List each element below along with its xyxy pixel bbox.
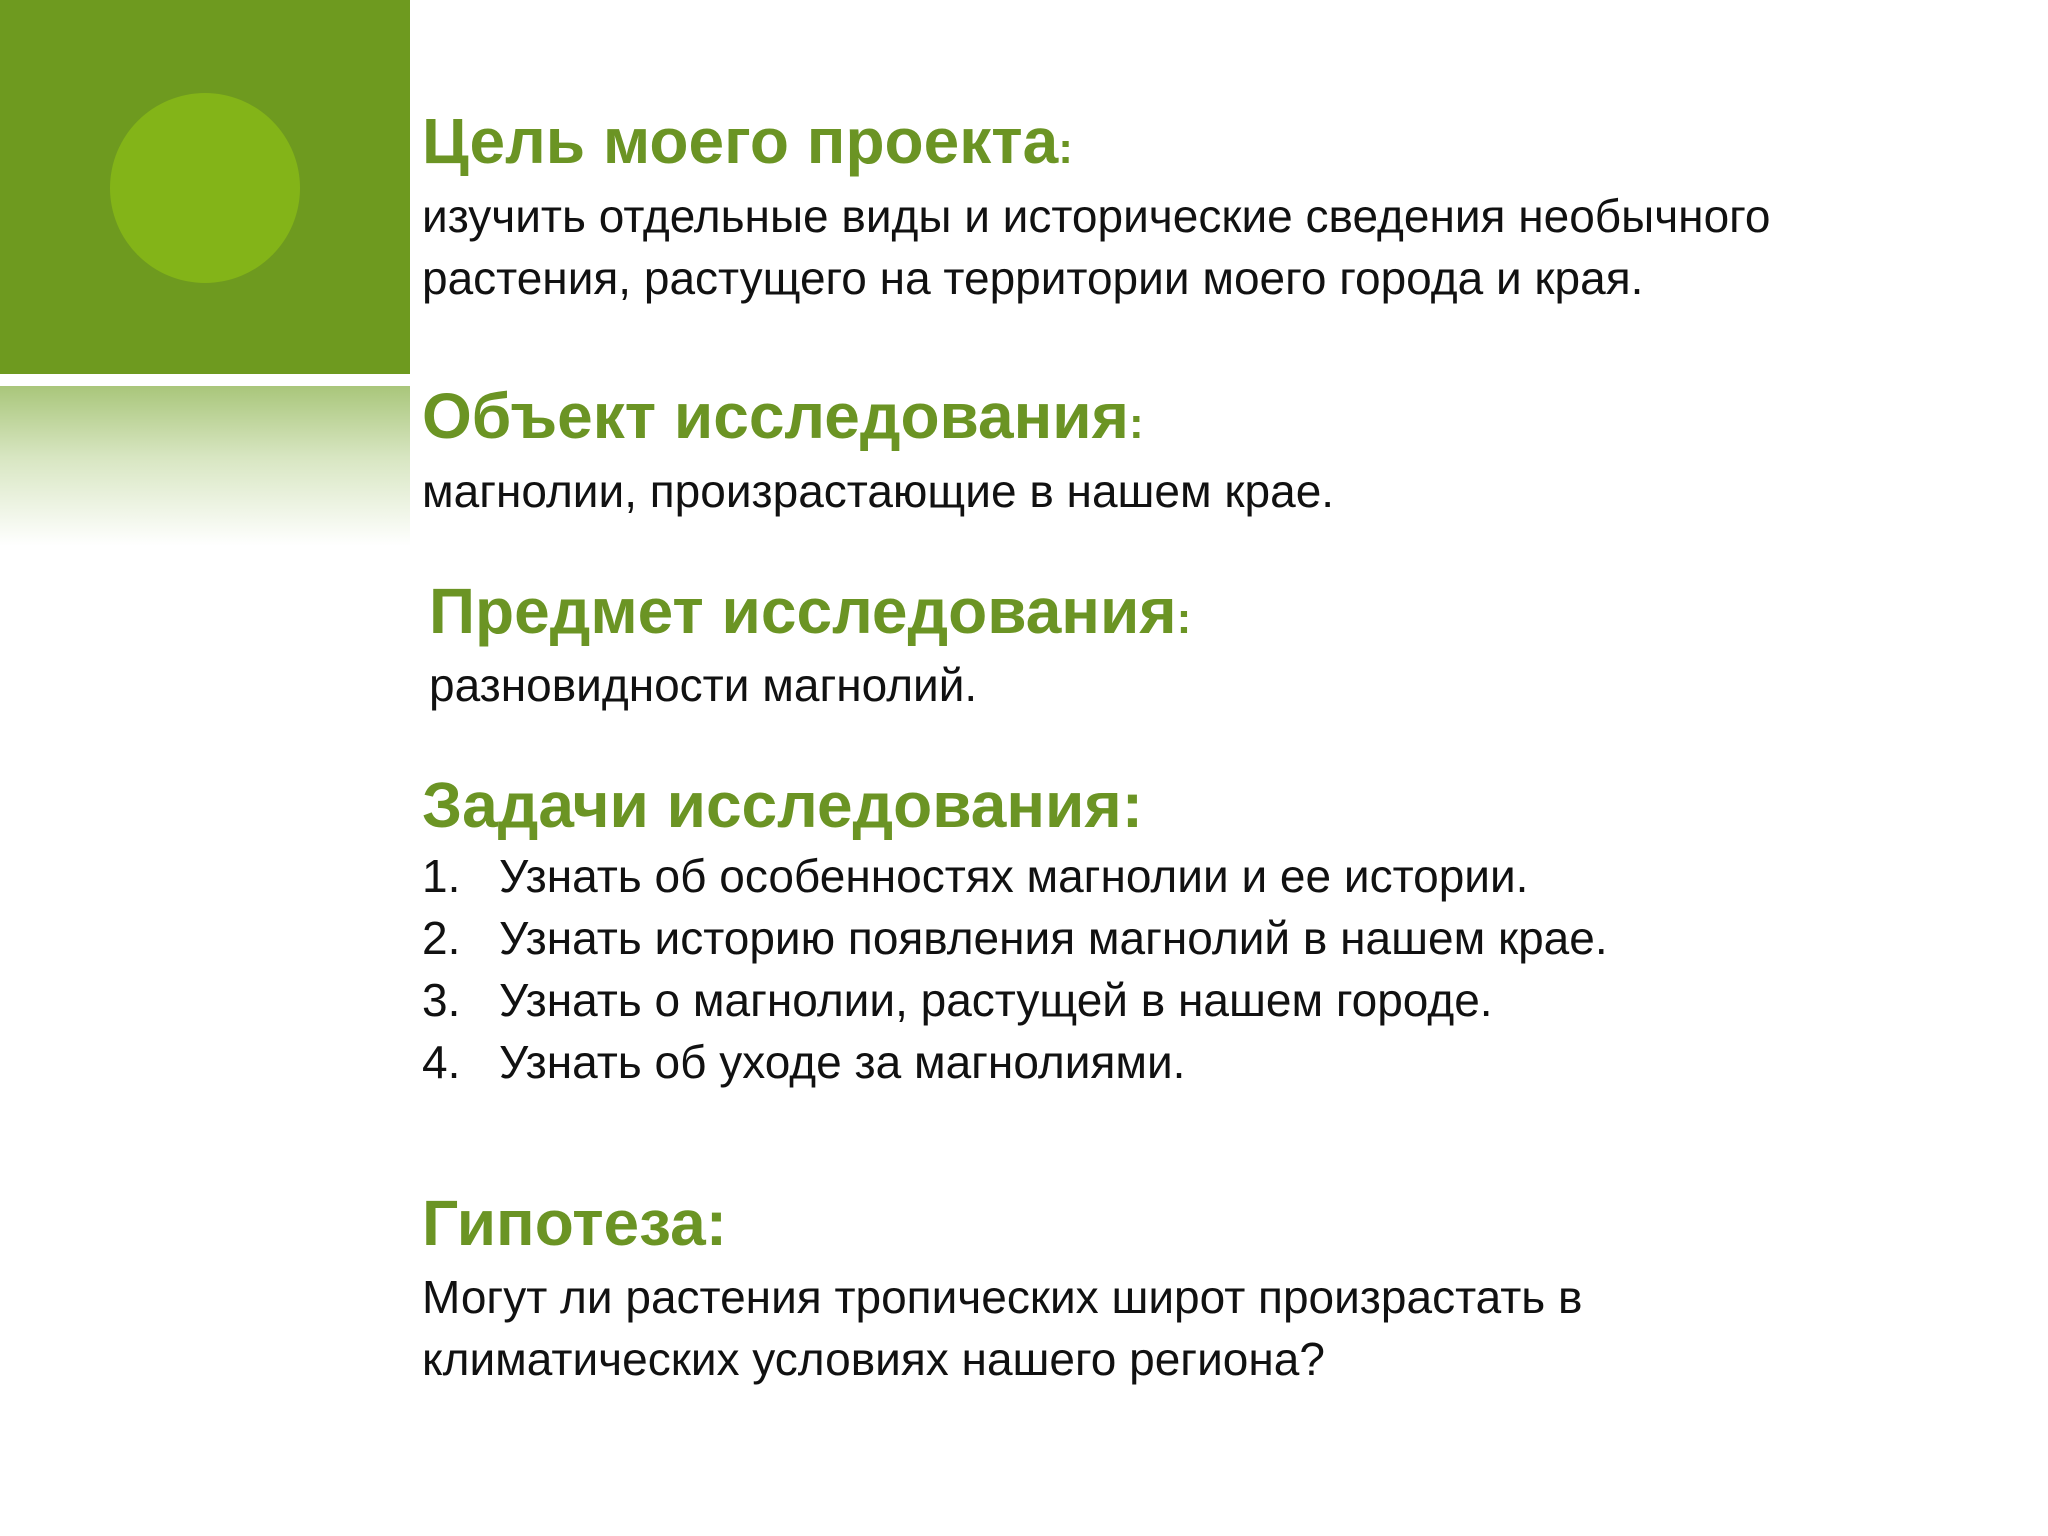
- task-item: [422, 845, 1608, 907]
- task-number: 4.: [422, 1036, 461, 1088]
- task-number: 2.: [422, 912, 461, 964]
- task-item: [422, 969, 1608, 1031]
- object-text: магнолии, произрастающие в нашем крае.: [422, 465, 1335, 517]
- object-heading-colon: :: [1128, 399, 1144, 448]
- hypothesis-line-2: климатических условиях нашего региона?: [422, 1333, 1325, 1385]
- task-text: Узнать об особенностях магнолии и ее истории.: [499, 850, 1529, 902]
- object-heading-text: Объект исследования: [422, 380, 1129, 452]
- tasks-list: [422, 845, 1608, 1093]
- task-text: Узнать историю появления магнолий в нашем крае.: [499, 912, 1608, 964]
- task-number: 1.: [422, 850, 461, 902]
- hypothesis-text: [422, 1266, 1582, 1390]
- goal-heading-colon: :: [1058, 124, 1073, 173]
- goal-line-2: растения, растущего на территории моего города и края.: [422, 252, 1644, 304]
- task-item: [422, 907, 1608, 969]
- task-text: Узнать об уходе за магнолиями.: [499, 1036, 1186, 1088]
- task-item: [422, 1031, 1608, 1093]
- hypothesis-line-1: Могут ли растения тропических широт произрастать в: [422, 1271, 1583, 1323]
- subject-heading: [429, 576, 1191, 646]
- goal-heading: [422, 106, 1073, 176]
- subject-text: разновидности магнолий.: [429, 659, 978, 711]
- subject-heading-colon: :: [1176, 594, 1192, 643]
- goal-text: [422, 185, 1771, 309]
- task-number: 3.: [422, 974, 461, 1026]
- object-heading: [422, 381, 1144, 451]
- task-text: Узнать о магнолии, растущей в нашем городе.: [499, 974, 1493, 1026]
- subject-heading-text: Предмет исследования: [429, 575, 1177, 647]
- goal-line-1: изучить отдельные виды и исторические сведения необычного: [422, 190, 1771, 242]
- hypothesis-heading: Гипотеза:: [422, 1187, 727, 1259]
- goal-heading-text: Цель моего проекта: [422, 105, 1059, 177]
- tasks-heading: Задачи исследования:: [422, 769, 1143, 841]
